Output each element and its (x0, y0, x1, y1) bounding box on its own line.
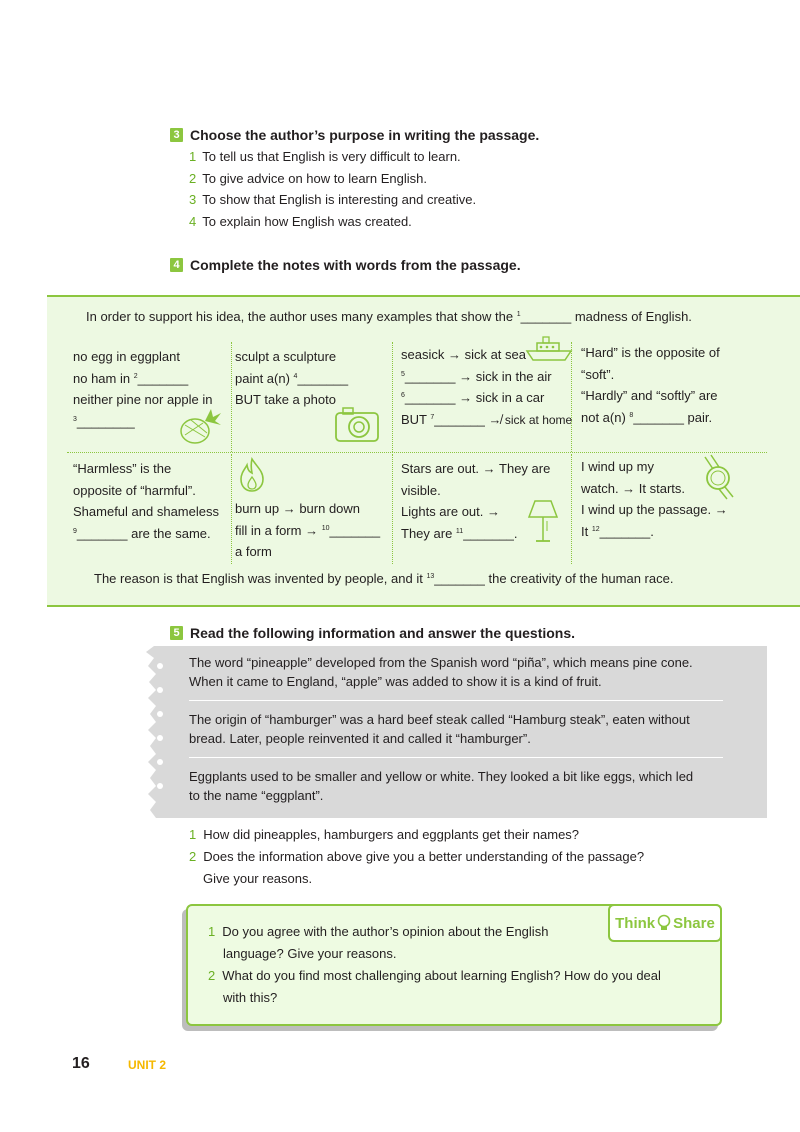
section-5-heading (170, 625, 575, 641)
info-divider (189, 757, 723, 758)
flame-icon (237, 457, 267, 493)
lamp-icon (527, 497, 559, 551)
info-hamburger: The origin of “hamburger” was a hard beef steak called “Hamburg steak”, eaten without bread. Later, people reinvented it and called it “hamburger”. (189, 712, 690, 746)
column-divider (392, 342, 393, 452)
section-number-badge: 5 (170, 626, 183, 640)
option-3: 3 To show that English is interesting and creative. (189, 192, 477, 207)
row-divider (67, 452, 767, 453)
watch-icon (697, 453, 737, 501)
option-1: 1 To tell us that English is very difficult to learn. (189, 149, 461, 164)
notes-box (47, 295, 800, 607)
lightbulb-icon (656, 914, 672, 932)
option-2: 2 To give advice on how to learn English. (189, 171, 427, 186)
think-question-2: 2 What do you find most challenging about learning English? How do you deal with this? (208, 968, 661, 1005)
note-cell-6: burn up → burn down fill in a form → $^{10}$_______ a form (235, 501, 381, 559)
note-cell-1: no egg in eggplant no ham in $^2$_______ neither pine nor apple in $^3$________ (73, 349, 213, 429)
notes-outro: The reason is that English was invented by people, and it $^{13}$_______ the creativity of the human race. (94, 571, 674, 586)
question-2: 2 Does the information above give you a better understanding of the passage? Give your reasons. (189, 849, 645, 886)
note-cell-4: “Hard” is the opposite of “soft”. “Hardly” and “softly” are not a(n) $^8$_______ pair. (581, 345, 720, 425)
info-divider (189, 700, 723, 701)
unit-label: UNIT 2 (128, 1058, 167, 1072)
note-cell-5: “Harmless” is the opposite of “harmful”. Shameful and shameless $^9$_______ are the same. (73, 461, 219, 541)
option-4: 4 To explain how English was created. (189, 214, 412, 229)
info-eggplant: Eggplants used to be smaller and yellow or white. They looked a bit like eggs, which led to the name “eggplant”. (189, 769, 694, 803)
think-share-badge: Think Share (608, 904, 722, 942)
column-divider (571, 454, 572, 564)
note-cell-3: seasick → sick at sea $^5$_______ → sick in the air $^6$_______ → sick in a car BUT $^7$_______ ↛ sick at home (401, 347, 573, 427)
note-cell-8: I wind up my watch. → It starts. I wind up the passage. → It $^{12}$_______. (581, 459, 728, 539)
column-divider (231, 454, 232, 564)
section-4-heading (170, 257, 521, 273)
section-5-title: Read the following information and answer the questions. (190, 625, 576, 641)
column-divider (231, 342, 232, 452)
section-number-badge: 4 (170, 258, 183, 272)
column-divider (392, 454, 393, 564)
think-question-1: 1 Do you agree with the author’s opinion about the English language? Give your reasons. (208, 924, 549, 961)
camera-icon (333, 403, 381, 445)
section-3-title: Choose the author’s purpose in writing the passage. (190, 127, 540, 143)
note-cell-7: Stars are out. → They are visible. Lights are out. → They are $^{11}$_______. (401, 461, 551, 541)
section-4-title: Complete the notes with words from the passage. (190, 257, 521, 273)
page-number: 16 (72, 1055, 90, 1072)
question-1: 1 How did pineapples, hamburgers and eggplants get their names? (189, 827, 580, 842)
section-3-heading (170, 127, 539, 143)
note-cell-2: sculpt a sculpture paint a(n) $^4$_______ BUT take a photo (235, 349, 349, 407)
torn-edge-decoration (144, 646, 170, 818)
pineapple-icon (177, 405, 223, 445)
notes-intro: In order to support his idea, the author uses many examples that show the $^1$_______ madness of English. (86, 309, 692, 324)
info-pineapple: The word “pineapple” developed from the Spanish word “piña”, which means pine cone. When it came to England, “apple” was added to show it is a kind of fruit. (189, 655, 693, 689)
ship-icon (525, 335, 573, 363)
think-share-box (186, 904, 722, 1026)
section-number-badge: 3 (170, 128, 183, 142)
